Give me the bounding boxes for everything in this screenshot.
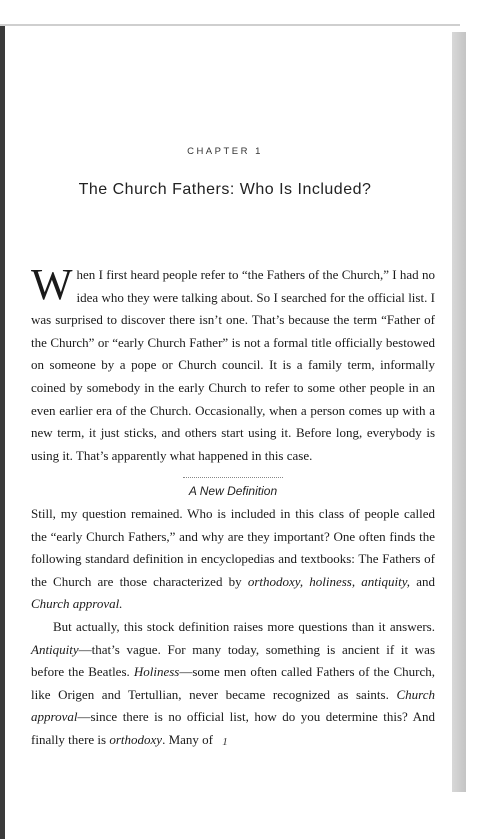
- chapter-label: CHAPTER 1: [187, 146, 263, 157]
- section-rule: [183, 477, 283, 478]
- book-page: [5, 26, 452, 839]
- chapter-title: The Church Fathers: Who Is Included?: [78, 181, 372, 198]
- paragraph-1-text: hen I first heard people refer to “the Fathers of the Church,” I had no idea who they were talking about. So I searched for the official list. I was surprised to discover there isn’t one. That’s because the term “Father of the Church” or “early Church Father” is not a formal title officially bestowed on someone by a pope or Church council. It is a family term, informally coined by somebody in the early Church to refer to some other people in an even earlier era of the Church. Occasionally, when a person comes up with a new term, it just sticks, and others start using it. Before long, everybody is using it. That’s apparently what happened in this case.: [31, 267, 435, 463]
- emphasis-church-approval-2: Church approval: [31, 686, 435, 725]
- paragraph-3-text-a: But actually, this stock definition raises more questions than it answers.: [53, 618, 435, 634]
- body-text: [31, 260, 435, 751]
- emphasis-orthodoxy-holiness-antiquity: orthodoxy, holiness, antiquity,: [247, 573, 411, 589]
- emphasis-holiness: Holiness: [133, 664, 180, 680]
- paragraph-3-text-d: —since there is no official list, how do you determine this? And finally there is: [31, 709, 435, 747]
- paragraph-2-text: Still, my question remained. Who is included in this class of people called the “early Church Fathers,” and why are they important? One often finds the following standard definition in encyclopedias and textbooks: The Fathers of the Church are those characterized by: [31, 505, 435, 589]
- paragraph-2-and: and: [410, 573, 435, 589]
- emphasis-orthodoxy: orthodoxy: [109, 731, 163, 747]
- emphasis-antiquity: Antiquity: [31, 641, 79, 657]
- paragraph-2: [31, 503, 435, 616]
- paragraph-1: [31, 260, 435, 467]
- page-stack-shadow: [452, 32, 466, 792]
- paragraph-3-text-c: —some men often called Fathers of the Church, like Origen and Tertullian, never became recognized as saints.: [31, 664, 435, 702]
- section-heading: A New Definition: [188, 484, 278, 499]
- section-heading-block: [31, 477, 435, 503]
- page-number: 1: [222, 736, 228, 748]
- emphasis-church-approval: Church approval.: [31, 596, 123, 612]
- paragraph-3: [31, 616, 435, 752]
- paragraph-3-text-b: —that’s vague. For many today, something is ancient if it was before the Beatles.: [31, 641, 435, 680]
- paragraph-3-text-e: . Many of: [162, 731, 213, 747]
- drop-cap: W: [31, 260, 73, 309]
